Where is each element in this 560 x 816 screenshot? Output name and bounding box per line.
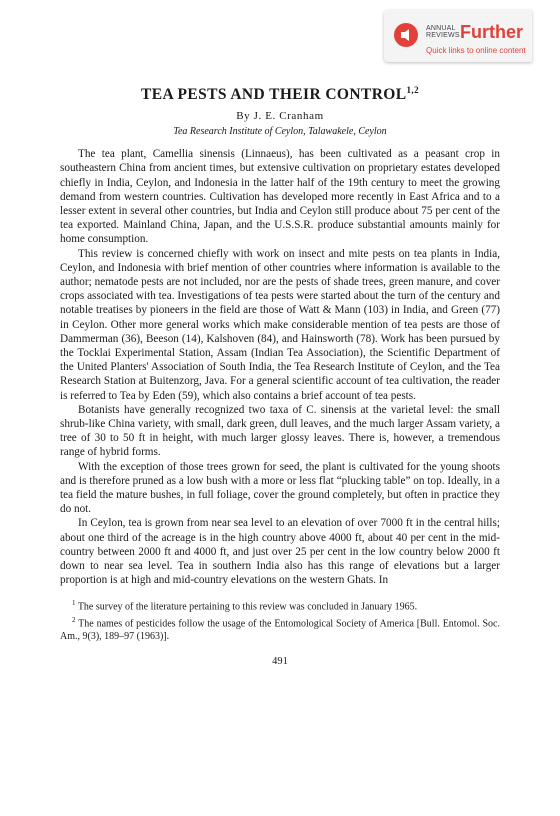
article-body [60, 147, 500, 587]
title-footnote-marks: 1,2 [406, 85, 419, 95]
paragraph-5: In Ceylon, tea is grown from near sea level to an elevation of over 7000 ft in the central hills; about one third of the acreage is in the high country above 4000 ft, about 40 per cent in the mid-country between 2000 ft and 4000 ft, and just over 25 per cent in the low country below 2000 ft down to near sea level. Tea in southern India also has this range of elevations but a larger proportion is at high and mid-country elevations on the western Ghats. In [60, 517, 500, 587]
badge-subtitle: Quick links to online content [426, 46, 526, 55]
article-author: By J. E. Cranham [236, 110, 324, 123]
article-page [60, 80, 500, 667]
footnote-1: $^1$ The survey of the literature pertaining to this review was concluded in January 1965. [72, 599, 418, 613]
footnotes [60, 597, 500, 643]
page-number: 491 [272, 655, 288, 667]
badge-brand: Further [460, 22, 523, 42]
article-title: TEA PESTS AND THEIR CONTROL$^{1,2}$ [141, 85, 419, 104]
paragraph-2: This review is concerned chiefly with work on insect and mite pests on tea plants in India, Ceylon, and Indonesia with brief mention of other countries where information is available to the author; nematode pests are not included, nor are the pests of shade trees, green manure, and cover crops associated with tea. Investigations of tea pests were started about the turn of the century and notable treatises by pioneers in the field are those of Watt & Mann (103) in India, and Green (77) in Ceylon. Other more general works which make considerable mention of tea pests are those of Dammerman (36), Beeson (14), Kalshoven (84), and Hainsworth (78). Work has been pursued by the Tocklai Experimental Station, Assam (Indian Tea Association), the Scientific Department of the United Planters' Association of South India, the Tea Research Institute of Ceylon, and the Tea Research Station at Buitenzorg, Java. For a general scientific account of tea cultivation, the reader is referred to Tea by Eden (59), which also contains a brief account of tea pests. [60, 247, 500, 402]
paragraph-4: With the exception of those trees grown for seed, the plant is cultivated for the young shoots and is therefore pruned as a low bush with a more or less flat “plucking table” on top. Ideally, in a tea field the mature bushes, in full foliage, cover the ground completely, but often in practice they do not. [60, 460, 500, 516]
play-icon [394, 23, 418, 47]
footnote-2: $^2$ The names of pesticides follow the usage of the Entomological Society of America [Bull. Entomol. Soc. Am., 9(3), 189–97 (1963)]. [60, 616, 500, 643]
paragraph-3: Botanists have generally recognized two taxa of C. sinensis at the varietal level: the small shrub-like China variety, with small, dark green, dull leaves, and the much larger Assam variety, a tree of 30 to 50 ft in height, with much larger glossy leaves. There is, however, a tremendous range of hybrid forms. [60, 403, 500, 459]
paragraph-1: The tea plant, Camellia sinensis (Linnaeus), has been cultivated as a peasant crop in southeastern China from ancient times, but extensive cultivation on proprietary estates developed chiefly in India, Ceylon, and Indonesia in the latter half of the 19th century to meet the growing demand from western countries. Cultivation has developed more recently in East Africa and to a lesser extent in several other countries, but India and Ceylon still produce about 75 per cent of the tea exported. Mainland China, Japan, and the U.S.S.R. produce substantial amounts mainly for home consumption. [60, 148, 500, 246]
badge-publisher-label: ANNUAL REVIEWS [426, 25, 460, 39]
author-affiliation: Tea Research Institute of Ceylon, Talawakele, Ceylon [173, 126, 387, 138]
annual-reviews-further-badge[interactable] [384, 10, 532, 62]
